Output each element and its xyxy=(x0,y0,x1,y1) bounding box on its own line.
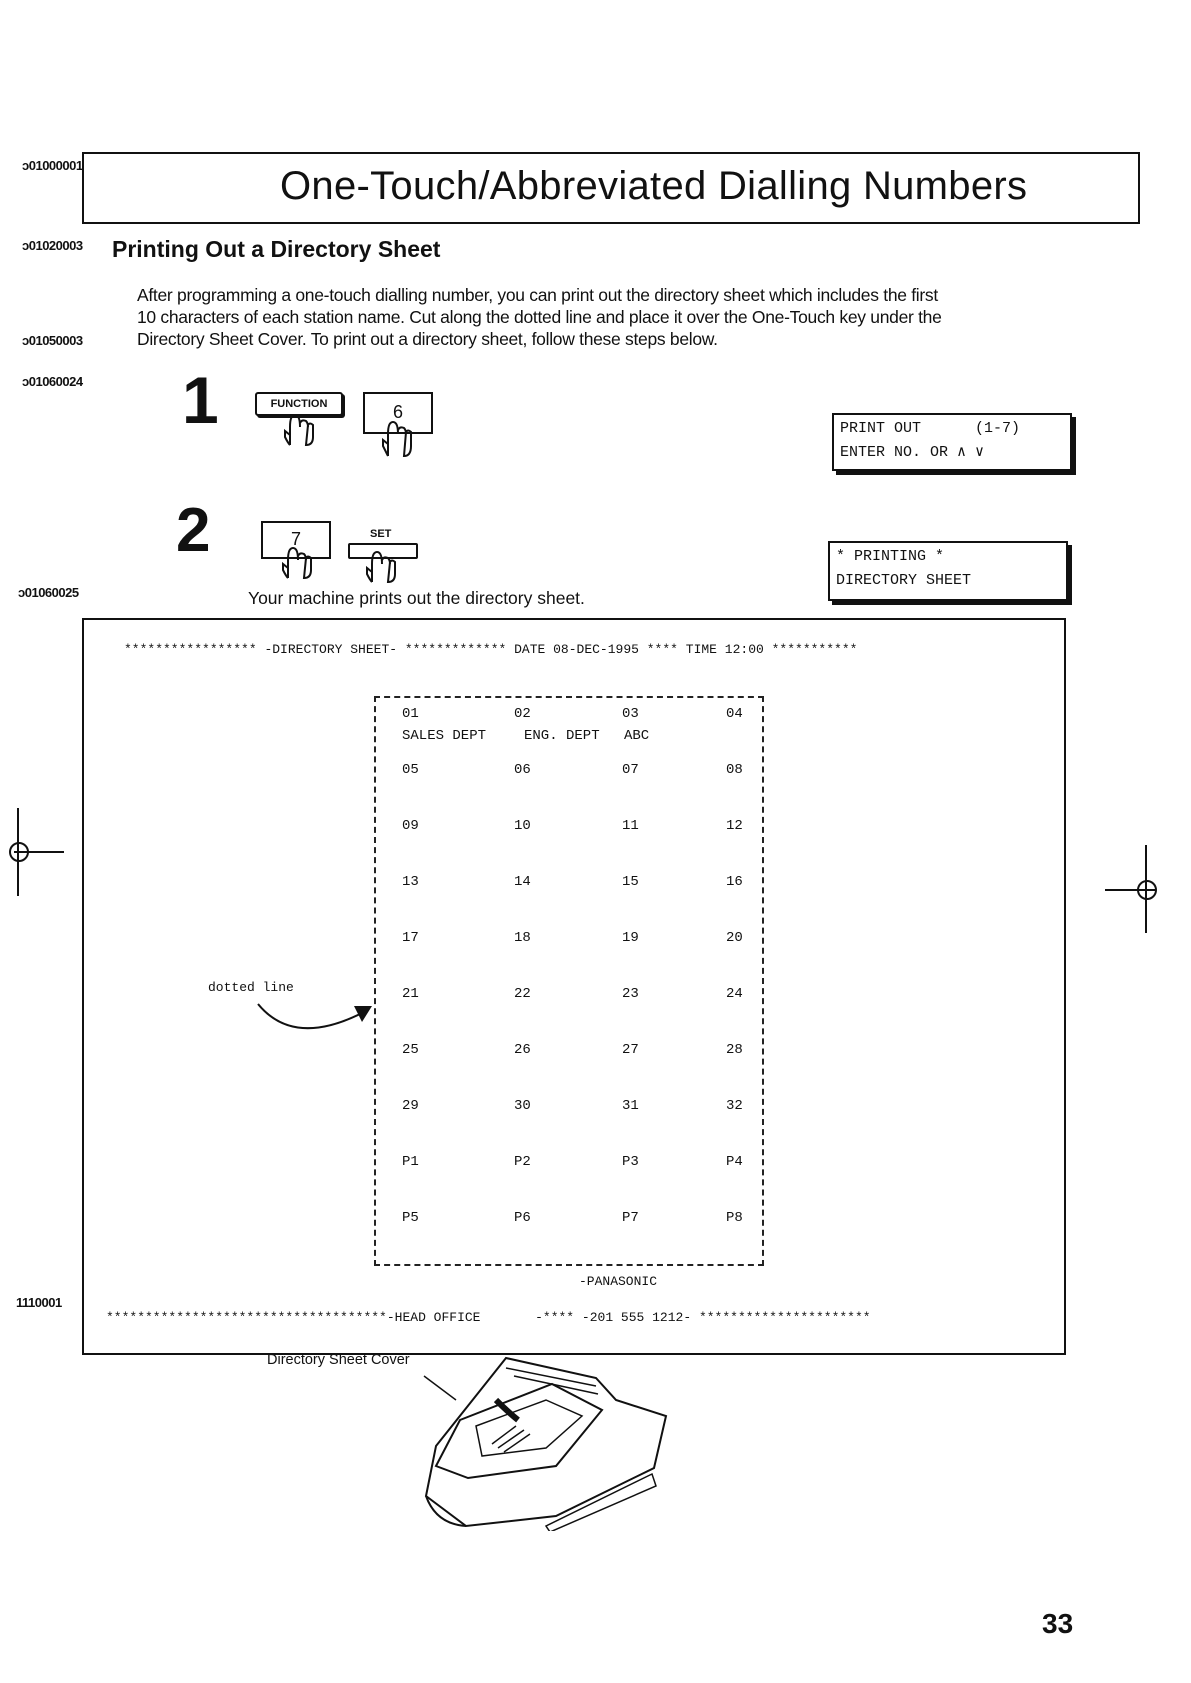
lcd-display-step-1 xyxy=(832,413,1072,471)
one-touch-number: 20 xyxy=(726,930,743,946)
one-touch-number: 18 xyxy=(514,930,531,946)
sheet-header-stars: ***************** xyxy=(124,642,257,657)
directory-sheet-cover-illustration xyxy=(396,1356,676,1531)
crop-mark-circle xyxy=(9,842,29,862)
sheet-footer-stars: ********************** xyxy=(698,1310,871,1325)
step-1-number: 1 xyxy=(182,363,219,437)
sheet-header-title: -DIRECTORY SHEET- xyxy=(264,642,398,657)
lcd-line-2: ENTER NO. OR ∧ ∨ xyxy=(840,444,985,461)
one-touch-number: P4 xyxy=(726,1154,743,1170)
sheet-header-stars: ************* xyxy=(404,642,507,657)
crop-mark-circle xyxy=(1137,880,1157,900)
one-touch-number: 05 xyxy=(402,762,419,778)
one-touch-number: 22 xyxy=(514,986,531,1002)
sheet-footer-office: -HEAD OFFICE xyxy=(386,1310,481,1325)
one-touch-number: P5 xyxy=(402,1210,419,1226)
one-touch-number: 11 xyxy=(622,818,639,834)
sheet-header-time: TIME 12:00 xyxy=(685,642,764,657)
one-touch-number: 25 xyxy=(402,1042,419,1058)
station-name-3: ABC xyxy=(624,728,650,744)
one-touch-number: 06 xyxy=(514,762,531,778)
intro-paragraph xyxy=(137,284,1107,350)
sheet-footer-phone: -201 555 1212- xyxy=(581,1310,692,1325)
one-touch-number: P6 xyxy=(514,1210,531,1226)
one-touch-number: 21 xyxy=(402,986,419,1002)
doc-code-1: ɔ01000001 xyxy=(22,158,83,173)
set-key-label: SET xyxy=(370,528,392,540)
one-touch-number: 19 xyxy=(622,930,639,946)
one-touch-number: 16 xyxy=(726,874,743,890)
sheet-header-stars: **** xyxy=(646,642,678,657)
one-touch-number: 04 xyxy=(726,706,743,722)
one-touch-number: 03 xyxy=(622,706,639,722)
pointing-hand-icon xyxy=(364,550,398,584)
one-touch-number: P1 xyxy=(402,1154,419,1170)
one-touch-number: 02 xyxy=(514,706,531,722)
step-2-number: 2 xyxy=(176,496,211,565)
one-touch-number: 31 xyxy=(622,1098,639,1114)
one-touch-number: 01 xyxy=(402,706,419,722)
pointing-hand-icon xyxy=(282,413,316,447)
one-touch-number: 32 xyxy=(726,1098,743,1114)
one-touch-number: 28 xyxy=(726,1042,743,1058)
page-number: 33 xyxy=(1042,1608,1074,1639)
doc-code-2: ɔ01020003 xyxy=(22,238,83,253)
station-name-2: ENG. DEPT xyxy=(524,728,600,744)
one-touch-number: 13 xyxy=(402,874,419,890)
one-touch-number: P7 xyxy=(622,1210,639,1226)
one-touch-number: 12 xyxy=(726,818,743,834)
one-touch-number: 09 xyxy=(402,818,419,834)
one-touch-number: 27 xyxy=(622,1042,639,1058)
one-touch-number: 30 xyxy=(514,1098,531,1114)
directory-grid xyxy=(374,696,760,1262)
sheet-footer-stars: -**** xyxy=(535,1310,575,1325)
one-touch-number: 14 xyxy=(514,874,531,890)
one-touch-number: 08 xyxy=(726,762,743,778)
station-name-1: SALES DEPT xyxy=(402,728,487,744)
pointing-hand-icon xyxy=(380,420,414,458)
directory-sheet xyxy=(82,618,1066,1355)
one-touch-number: 26 xyxy=(514,1042,531,1058)
doc-code-5: ɔ01060025 xyxy=(18,585,79,600)
one-touch-number: P2 xyxy=(514,1154,531,1170)
one-touch-number: 17 xyxy=(402,930,419,946)
one-touch-number: 24 xyxy=(726,986,743,1002)
one-touch-number: 23 xyxy=(622,986,639,1002)
intro-line-1: After programming a one-touch dialling number, you can print out the directory sheet which includes the first xyxy=(137,285,938,305)
one-touch-number: P8 xyxy=(726,1210,743,1226)
page-title: One-Touch/Abbreviated Dialling Numbers xyxy=(280,164,1028,208)
digit-key-6-label: 6 xyxy=(392,402,403,422)
sheet-footer xyxy=(106,1310,1056,1325)
sheet-header-stars: *********** xyxy=(771,642,858,657)
intro-line-2: 10 characters of each station name. Cut along the dotted line and place it over the One-Touch key under the xyxy=(137,307,942,327)
arrow-icon xyxy=(254,992,384,1054)
doc-code-4: ɔ01060024 xyxy=(22,374,83,389)
pointing-hand-icon xyxy=(280,546,314,580)
one-touch-number: 10 xyxy=(514,818,531,834)
sheet-header-date: DATE 08-DEC-1995 xyxy=(514,642,639,657)
one-touch-number: 29 xyxy=(402,1098,419,1114)
digit-key-7-label: 7 xyxy=(290,529,301,549)
sheet-header xyxy=(124,642,1064,657)
sheet-brand: -PANASONIC xyxy=(579,1274,658,1289)
sheet-footer-stars: ************************************ xyxy=(106,1310,387,1325)
one-touch-number: 07 xyxy=(622,762,639,778)
doc-code-6: 1110001 xyxy=(16,1295,62,1310)
lcd-line-1: PRINT OUT (1-7) xyxy=(840,420,1021,437)
step-2-result: Your machine prints out the directory sheet. xyxy=(248,588,585,608)
intro-line-3: Directory Sheet Cover. To print out a directory sheet, follow these steps below. xyxy=(137,329,718,349)
figure-caption: Directory Sheet Cover xyxy=(267,1352,410,1368)
lcd-line-2: DIRECTORY SHEET xyxy=(836,572,972,589)
lcd-line-1: * PRINTING * xyxy=(836,548,945,565)
doc-code-3: ɔ01050003 xyxy=(22,333,83,348)
lcd-display-step-2 xyxy=(828,541,1068,601)
dotted-line-label: dotted line xyxy=(208,980,294,995)
one-touch-number: P3 xyxy=(622,1154,639,1170)
one-touch-number: 15 xyxy=(622,874,639,890)
function-key-label: FUNCTION xyxy=(270,398,328,410)
section-heading: Printing Out a Directory Sheet xyxy=(112,236,441,262)
